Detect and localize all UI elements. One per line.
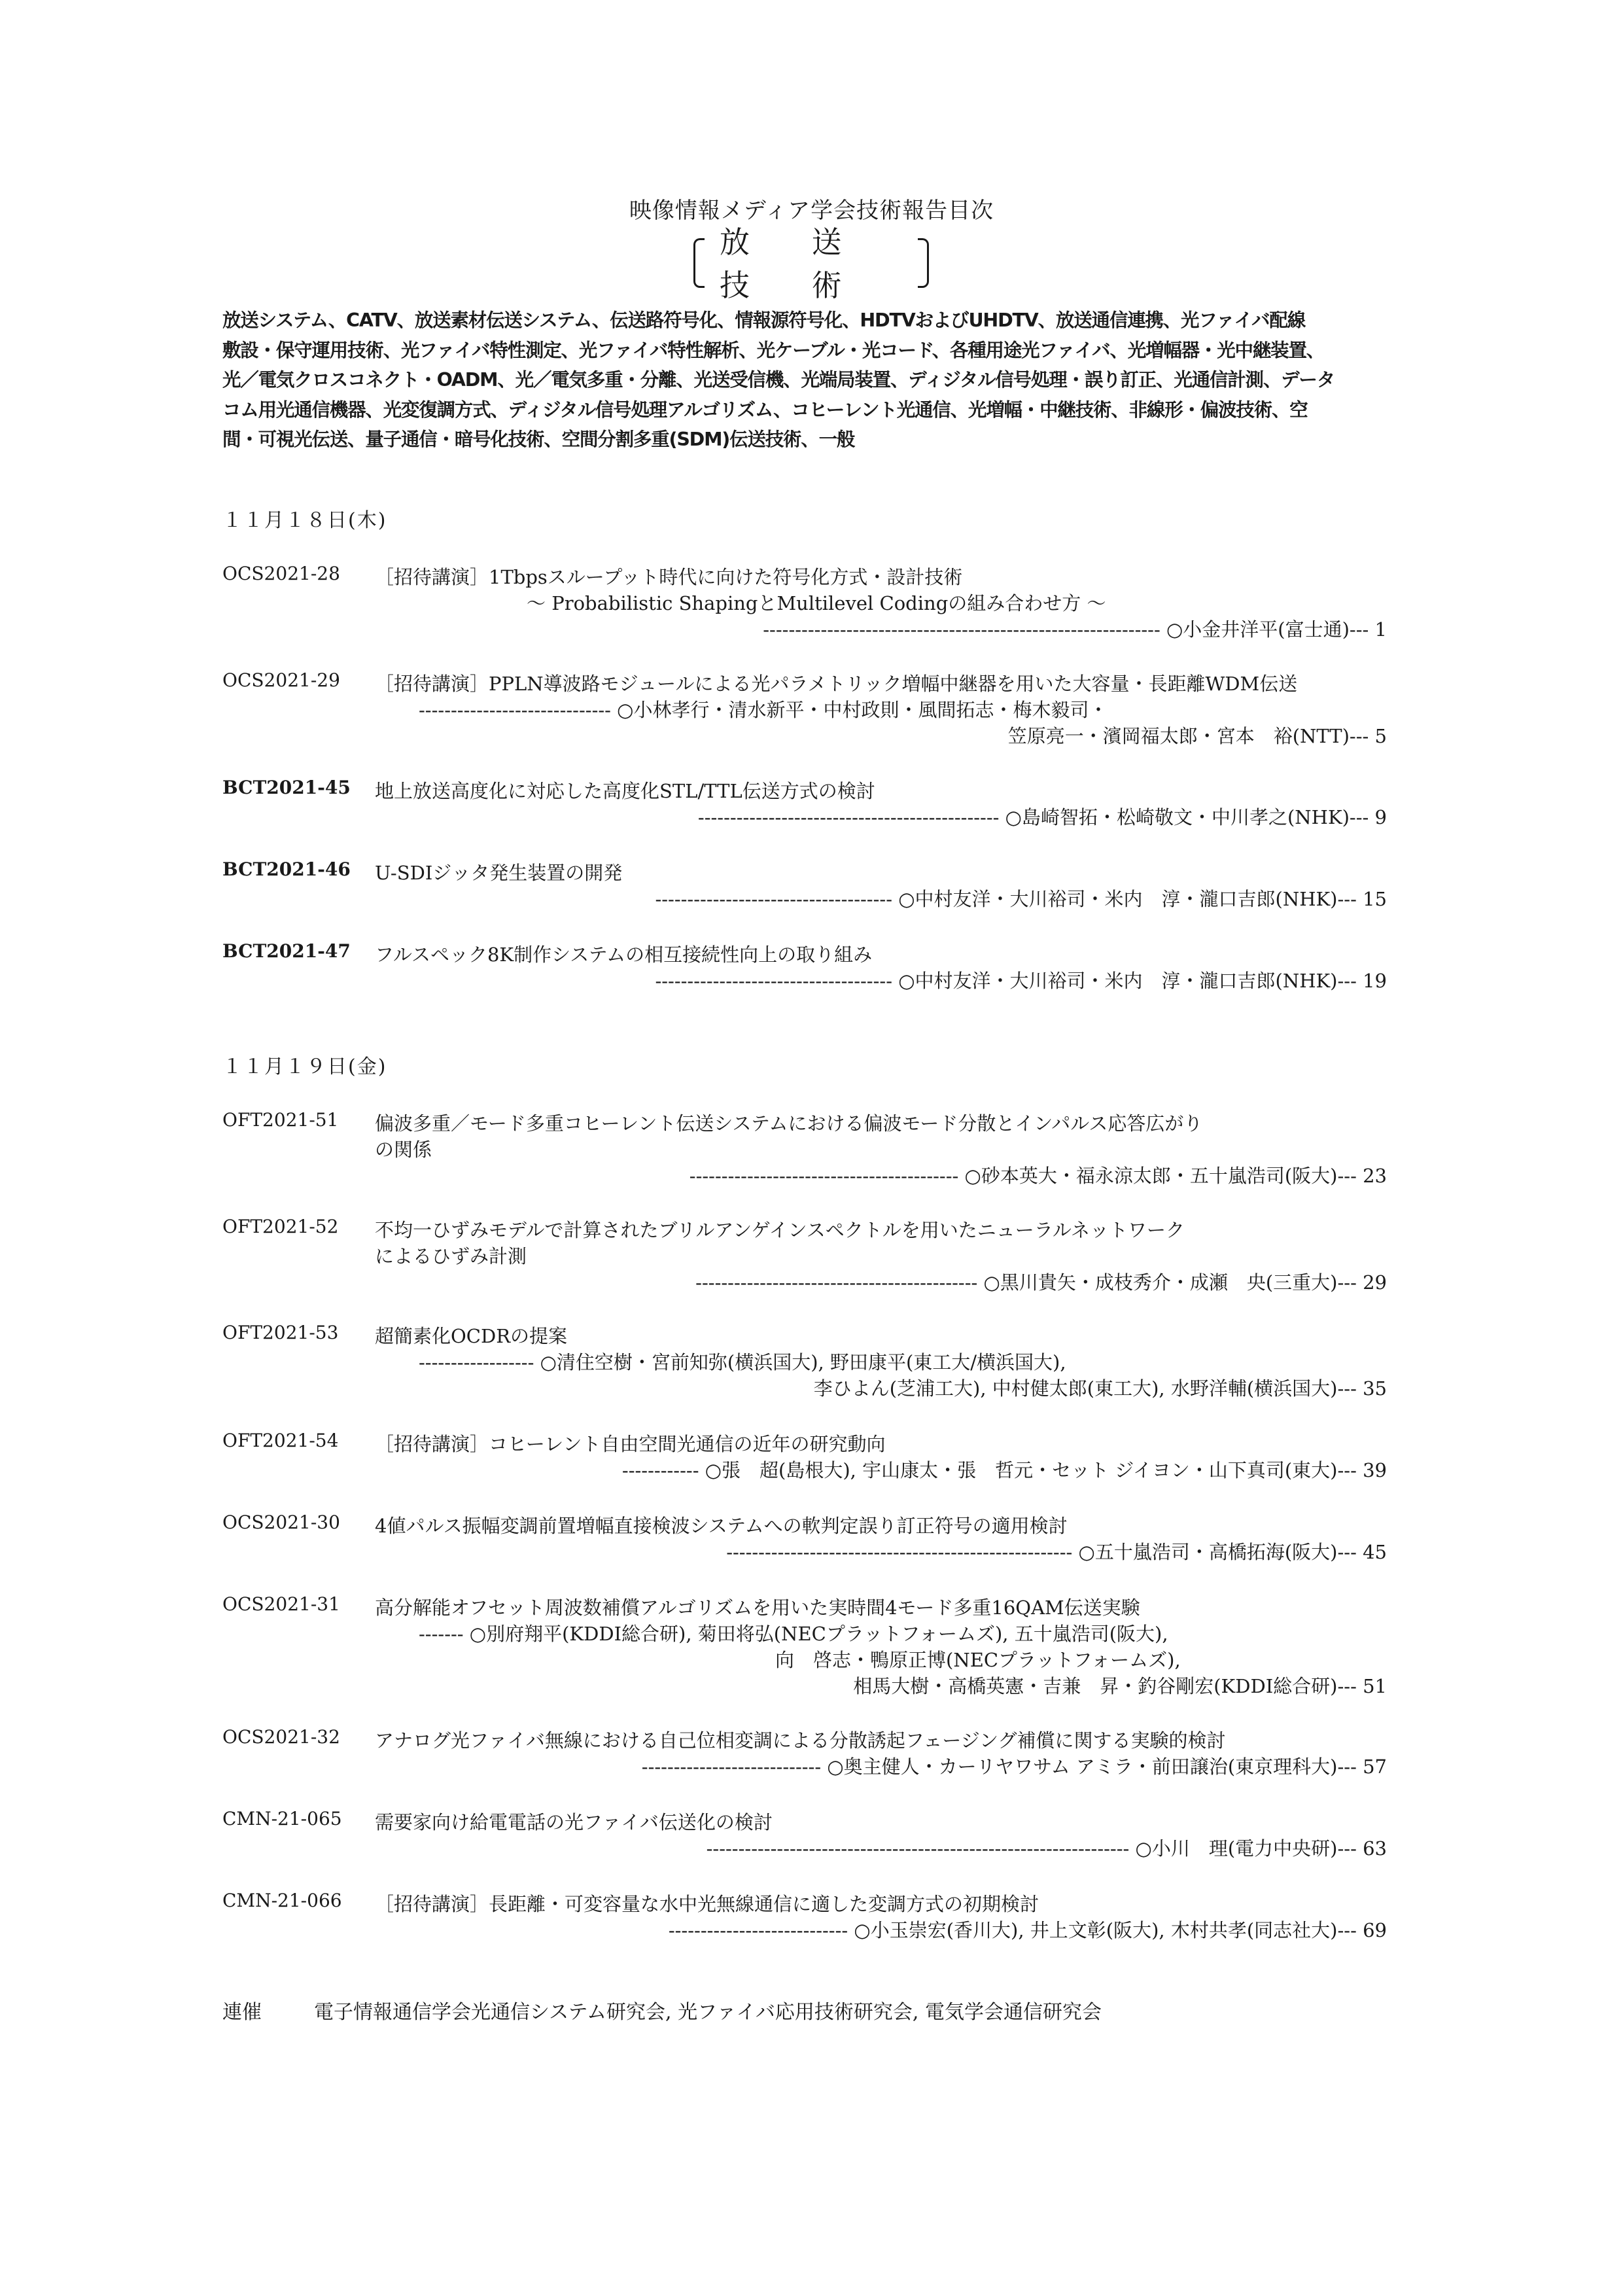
toc-entry <box>222 669 1387 747</box>
paper-authors: 笠原亮一・濱岡福太郎・宮本 裕(NTT)--- 5 <box>1007 725 1387 747</box>
paper-code: OCS2021-28 <box>222 563 340 584</box>
day-heading: １１月１８日(木) <box>222 509 387 532</box>
paper-subtitle: 〜 Probabilistic ShapingとMultilevel Codingの組み合わせ方 〜 <box>527 592 1106 614</box>
paper-authors: -------------------------------------------- ○黒川貴矢・成枝秀介・成瀬 央(三重大)--- 29 <box>695 1271 1387 1294</box>
paper-title: 4値パルス振幅変調前置増幅直接検波システムへの軟判定誤り訂正符号の適用検討 <box>375 1515 1068 1537</box>
co-sponsor-label: 連催 <box>222 2001 262 2024</box>
day-heading: １１月１９日(金) <box>222 1055 387 1078</box>
paper-code: BCT2021-46 <box>222 858 351 880</box>
toc-entry <box>222 1726 1387 1778</box>
paper-authors: ------------------------------------- ○中村友洋・大川裕司・米内 淳・瀧口吉郎(NHK)--- 19 <box>655 970 1387 992</box>
section-heading <box>693 224 929 303</box>
section-label: 放 送 技 術 <box>720 224 868 303</box>
paper-title: ［招待講演］コヒーレント自由空間光通信の近年の研究動向 <box>375 1433 886 1455</box>
topic-line: 光／電気クロスコネクト・OADM、光／電気多重・分離、光送受信機、光端局装置、ディジタル信号処理・誤り訂正、光通信計測、データ <box>222 369 1335 391</box>
paper-authors: ------------ ○張 超(島根大), 宇山康太・張 哲元・セット ジイヨン・山下真司(東大)--- 39 <box>621 1459 1387 1481</box>
paper-code: BCT2021-47 <box>222 940 351 962</box>
paper-title: フルスペック8K制作システムの相互接続性向上の取り組み <box>375 944 873 966</box>
paper-authors: 相馬大樹・高橋英憲・吉兼 昇・釣谷剛宏(KDDI総合研)--- 51 <box>853 1675 1387 1697</box>
toc-entry <box>222 563 1387 641</box>
paper-title: 需要家向け給電電話の光ファイバ伝送化の検討 <box>375 1811 773 1833</box>
paper-code: OFT2021-51 <box>222 1109 339 1131</box>
topic-list <box>222 306 1400 455</box>
paper-title: 超簡素化OCDRの提案 <box>375 1325 568 1347</box>
paper-code: OCS2021-31 <box>222 1593 340 1615</box>
right-bracket-icon <box>918 238 929 288</box>
paper-authors: ------------------------------------------ ○砂本英大・福永涼太郎・五十嵐浩司(阪大)--- 23 <box>689 1165 1387 1187</box>
paper-title: U-SDIジッタ発生装置の開発 <box>375 862 623 884</box>
paper-code: OFT2021-52 <box>222 1216 339 1237</box>
paper-code: OFT2021-54 <box>222 1430 339 1451</box>
toc-entry <box>222 858 1387 911</box>
paper-code: CMN-21-066 <box>222 1890 342 1911</box>
toc-entry <box>222 1808 1387 1860</box>
paper-title: アナログ光ファイバ無線における自己位相変調による分散誘起フェージング補償に関する実験的検討 <box>375 1729 1226 1752</box>
toc-entry <box>222 1216 1387 1294</box>
paper-code: OCS2021-30 <box>222 1511 340 1533</box>
paper-authors: ------------------------------------------------------ ○五十嵐浩司・高橋拓海(阪大)--- 45 <box>726 1541 1387 1563</box>
paper-code: CMN-21-065 <box>222 1808 342 1829</box>
paper-code: OFT2021-53 <box>222 1322 339 1343</box>
paper-title: ［招待講演］1Tbpsスループット時代に向けた符号化方式・設計技術 <box>375 566 963 588</box>
toc-entry <box>222 1430 1387 1482</box>
left-bracket-icon <box>693 238 705 288</box>
paper-authors: ------------------ ○清住空樹・宮前知弥(横浜国大), 野田康平(東工大/横浜国大), <box>419 1351 1066 1373</box>
paper-authors: -------------------------------------------------------------- ○小金井洋平(富士通)--- 1 <box>763 618 1387 641</box>
topic-line: 敷設・保守運用技術、光ファイバ特性測定、光ファイバ特性解析、光ケーブル・光コード、各種用途光ファイバ、光増幅器・光中継装置、 <box>222 339 1325 361</box>
report-title: 映像情報メディア学会技術報告目次 <box>629 198 994 224</box>
paper-title-cont: によるひずみ計測 <box>375 1245 527 1267</box>
paper-title: 地上放送高度化に対応した高度化STL/TTL伝送方式の検討 <box>375 780 875 802</box>
paper-code: BCT2021-45 <box>222 777 351 798</box>
paper-title: ［招待講演］長距離・可変容量な水中光無線通信に適した変調方式の初期検討 <box>375 1893 1039 1915</box>
paper-authors: ------- ○別府翔平(KDDI総合研), 菊田将弘(NECプラットフォームズ), 五十嵐浩司(阪大), <box>419 1623 1168 1645</box>
paper-title: ［招待講演］PPLN導波路モジュールによる光パラメトリック増幅中継器を用いた大容量・長距離WDM伝送 <box>375 673 1298 695</box>
paper-code: OCS2021-29 <box>222 669 340 691</box>
paper-authors: ------------------------------ ○小林孝行・清水新平・中村政則・風間拓志・梅木毅司・ <box>419 699 1108 721</box>
toc-entry <box>222 777 1387 829</box>
paper-title: 偏波多重／モード多重コヒーレント伝送システムにおける偏波モード分散とインパルス応答広がり <box>375 1112 1203 1135</box>
paper-title: 不均一ひずみモデルで計算されたブリルアンゲインスペクトルを用いたニューラルネットワーク <box>375 1219 1185 1241</box>
co-sponsor-text: 電子情報通信学会光通信システム研究会, 光ファイバ応用技術研究会, 電気学会通信研究会 <box>314 2001 1102 2024</box>
paper-authors: ---------------------------- ○奥主健人・カーリヤワサム アミラ・前田譲治(東京理科大)--- 57 <box>641 1756 1387 1778</box>
toc-entry <box>222 1109 1387 1187</box>
toc-entry <box>222 1322 1387 1400</box>
paper-title-cont: の関係 <box>375 1139 432 1161</box>
paper-authors: ----------------------------------------------- ○島崎智拓・松崎敬文・中川孝之(NHK)--- 9 <box>697 806 1387 828</box>
toc-entry <box>222 1890 1387 1942</box>
topic-line: 放送システム、CATV、放送素材伝送システム、伝送路符号化、情報源符号化、HDTVおよびUHDTV、放送通信連携、光ファイバ配線 <box>222 309 1305 331</box>
toc-entry <box>222 940 1387 993</box>
paper-authors: 向 啓志・鴨原正博(NECプラットフォームズ), <box>775 1649 1181 1671</box>
paper-authors: ---------------------------- ○小玉崇宏(香川大), 井上文彰(阪大), 木村共孝(同志社大)--- 69 <box>668 1919 1387 1941</box>
toc-entry <box>222 1511 1387 1564</box>
toc-entry <box>222 1593 1387 1697</box>
paper-code: OCS2021-32 <box>222 1726 340 1748</box>
paper-authors: ------------------------------------- ○中村友洋・大川裕司・米内 淳・瀧口吉郎(NHK)--- 15 <box>655 888 1387 910</box>
paper-authors: 李ひよん(芝浦工大), 中村健太郎(東工大), 水野洋輔(横浜国大)--- 35 <box>813 1377 1387 1400</box>
co-sponsor-note <box>222 1996 1102 2024</box>
paper-authors: ------------------------------------------------------------------ ○小川 理(電力中央研)--- 63 <box>706 1837 1387 1860</box>
topic-line: 間・可視光伝送、量子通信・暗号化技術、空間分割多重(SDM)伝送技術、一般 <box>222 429 855 450</box>
topic-line: コム用光通信機器、光変復調方式、ディジタル信号処理アルゴリズム、コヒーレント光通信、光増幅・中継技術、非線形・偏波技術、空 <box>222 398 1308 421</box>
paper-title: 高分解能オフセット周波数補償アルゴリズムを用いた実時間4モード多重16QAM伝送実験 <box>375 1597 1140 1619</box>
